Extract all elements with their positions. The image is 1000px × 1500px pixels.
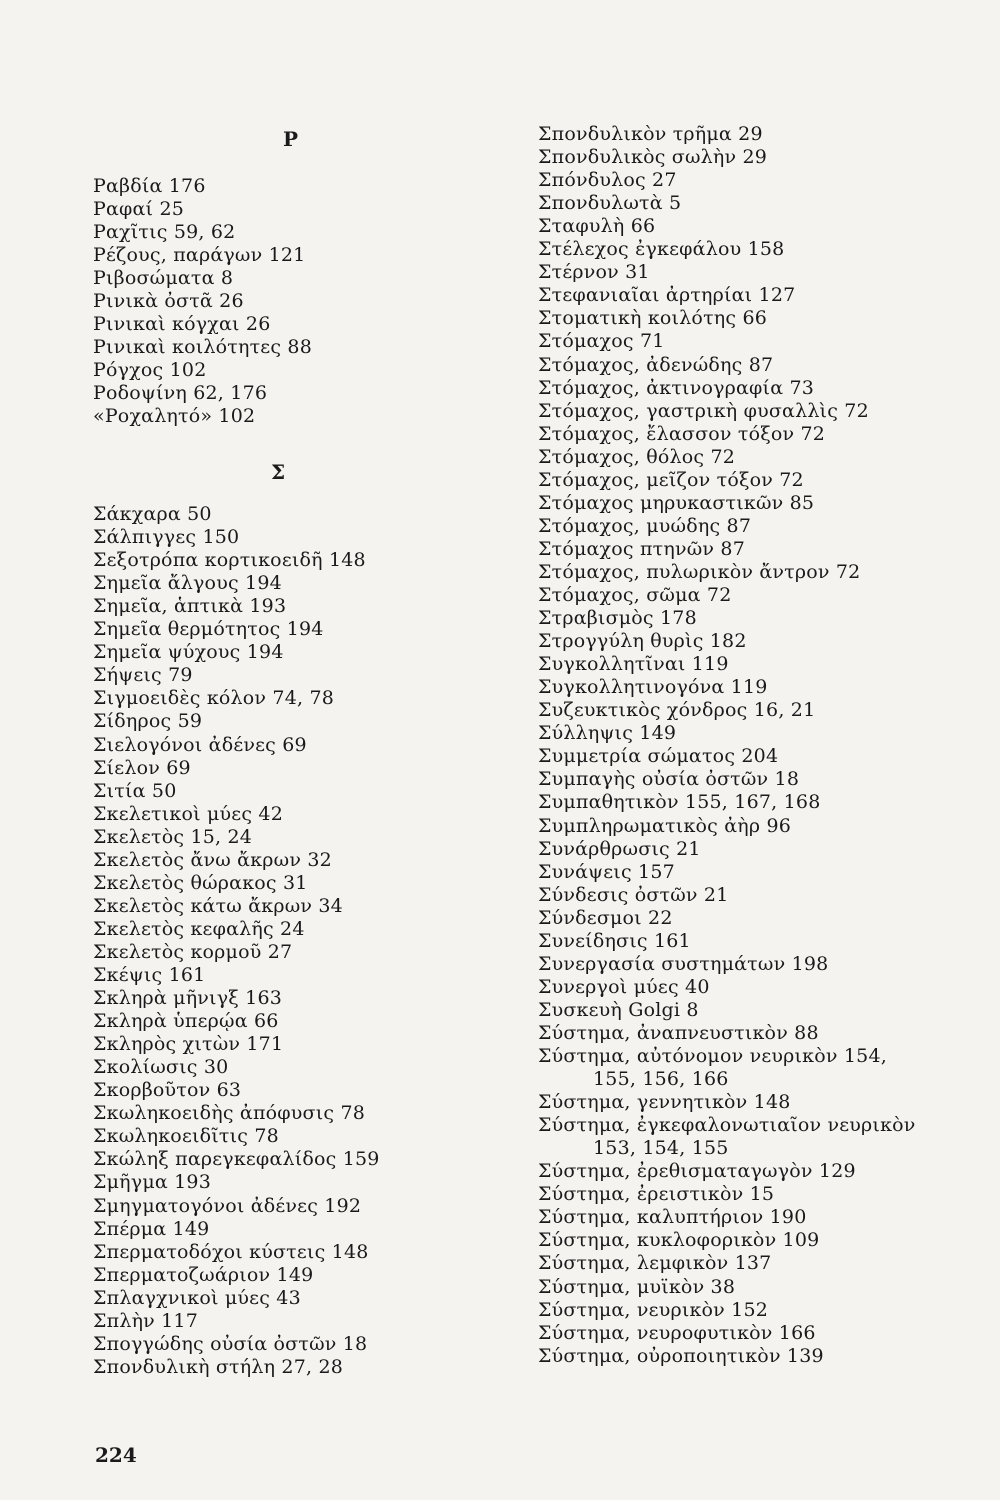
- index-entry: Σπογγώδης οὐσία ὀστῶν 18: [93, 1332, 368, 1355]
- index-entry: Σύστημα, κυκλοφορικὸν 109: [538, 1229, 820, 1252]
- index-entry: Σκελετὸς θώρακος 31: [93, 871, 308, 894]
- index-entry: Συνάρθρωσις 21: [538, 837, 701, 860]
- section-heading-sigma: Σ: [271, 460, 286, 484]
- index-entry: Συνείδησις 161: [538, 929, 691, 952]
- index-entry: Συμμετρία σώματος 204: [538, 745, 779, 768]
- index-entry: Συμπληρωματικὸς ἀὴρ 96: [538, 814, 792, 837]
- index-entry: Σκώληξ παρεγκεφαλίδος 159: [93, 1148, 380, 1171]
- page-number: 224: [95, 1443, 137, 1467]
- index-entry: Συσκευὴ Golgi 8: [538, 998, 699, 1021]
- index-entry: Σύστημα, ἀναπνευστικὸν 88: [538, 1021, 819, 1044]
- index-entry: Στόμαχος, γαστρικὴ φυσαλλὶς 72: [538, 399, 869, 422]
- index-entry: Συνάψεις 157: [538, 860, 675, 883]
- index-entry: Σύστημα, γεννητικὸν 148: [538, 1091, 791, 1114]
- index-entry: Συμπαθητικὸν 155, 167, 168: [538, 791, 821, 814]
- index-entry: Συγκολλητῖναι 119: [538, 653, 729, 676]
- index-entry: Στρογγύλη θυρὶς 182: [538, 630, 747, 653]
- section-heading-rho: Ρ: [283, 127, 299, 151]
- index-entry: Σύστημα, ἐρεθισματαγωγὸν 129: [538, 1160, 856, 1183]
- index-entry: Σύστημα, νευρικὸν 152: [538, 1298, 769, 1321]
- index-entry: Σύστημα, λεμφικὸν 137: [538, 1252, 772, 1275]
- index-entry: Σύνδεσις ὀστῶν 21: [538, 883, 729, 906]
- index-entry: Ρινικαὶ κόγχαι 26: [93, 313, 271, 335]
- index-entry: Ρινικὰ ὀστᾶ 26: [93, 290, 244, 312]
- index-entry: Στέλεχος ἐγκεφάλου 158: [538, 238, 785, 261]
- index-entry: Στόμαχος, σῶμα 72: [538, 584, 732, 606]
- index-entry: Σύστημα, μυϊκὸν 38: [538, 1275, 736, 1298]
- index-entry: Ραφαί 25: [93, 198, 185, 220]
- index-entry: Στόμαχος, ἀδενώδης 87: [538, 353, 774, 376]
- index-entry: Σημεῖα, ἁπτικὰ 193: [93, 595, 287, 618]
- index-entry: Σκέψις 161: [93, 964, 206, 986]
- index-entry: Σημεῖα ἄλγους 194: [93, 572, 282, 595]
- index-entry: Σάλπιγγες 150: [93, 526, 240, 549]
- index-entry: Σημεῖα θερμότητος 194: [93, 618, 324, 641]
- index-entry: Ρέζους, παράγων 121: [93, 244, 306, 266]
- index-entry: Στόμαχος, μεῖζον τόξον 72: [538, 468, 804, 491]
- index-entry: Στόμαχος πτηνῶν 87: [538, 537, 745, 560]
- index-entry: Στοματικὴ κοιλότης 66: [538, 307, 768, 330]
- index-entry: Σκορβοῦτον 63: [93, 1079, 242, 1102]
- index-entry: Σεξοτρόπα κορτικοειδῆ 148: [93, 549, 366, 572]
- index-entry: Στόμαχος, πυλωρικὸν ἄντρον 72: [538, 560, 861, 583]
- index-entry: Σπονδυλικὴ στήλη 27, 28: [93, 1355, 344, 1378]
- index-entry: Ριβοσώματα 8: [93, 267, 234, 289]
- index-entry: Σπονδυλικὸς σωλὴν 29: [538, 146, 768, 169]
- index-entry: Σκωληκοειδὴς ἀπόφυσις 78: [93, 1102, 366, 1125]
- index-entry: Συγκολλητινογόνα 119: [538, 676, 768, 699]
- index-entry: Σίελον 69: [93, 756, 191, 779]
- index-entry: Ραβδία 176: [93, 175, 206, 197]
- index-entry: Σύστημα, ἐρειστικὸν 15: [538, 1183, 775, 1206]
- index-entry: Σάκχαρα 50: [93, 503, 212, 525]
- index-entry: Ρινικαὶ κοιλότητες 88: [93, 336, 312, 358]
- index-entry: Σκελετὸς κεφαλῆς 24: [93, 917, 305, 940]
- index-entry: Σκελετὸς κορμοῦ 27: [93, 940, 293, 963]
- index-entry: Σύστημα, ἐγκεφαλονωτιαῖον νευρικὸν: [538, 1114, 916, 1137]
- index-entry: Στέρνον 31: [538, 261, 650, 284]
- index-entry: Σπλαγχνικοὶ μύες 43: [93, 1286, 301, 1309]
- index-entry: Σύστημα, καλυπτήριον 190: [538, 1206, 807, 1229]
- index-entry: Σύλληψις 149: [538, 722, 677, 745]
- index-entry: Σύστημα, οὐροποιητικὸν 139: [538, 1344, 824, 1367]
- index-entry: Στόμαχος, μυώδης 87: [538, 514, 752, 537]
- index-entry: Στόμαχος, ἀκτινογραφία 73: [538, 376, 815, 399]
- index-entry: Συμπαγὴς οὐσία ὀστῶν 18: [538, 768, 800, 791]
- index-entry: Σκολίωσις 30: [93, 1056, 229, 1079]
- index-entry: Σκελετὸς ἄνω ἄκρων 32: [93, 848, 332, 871]
- index-entry: Σύστημα, αὐτόνομον νευρικὸν 154,: [538, 1045, 887, 1067]
- index-entry: Ρόγχος 102: [93, 359, 207, 381]
- index-entry: «Ροχαλητό» 102: [93, 405, 256, 427]
- index-entry: Ραχῖτις 59, 62: [93, 221, 236, 243]
- index-entry: Στόμαχος, θόλος 72: [538, 445, 736, 468]
- index-entry: Σκωληκοειδῖτις 78: [93, 1125, 279, 1148]
- index-entry: Σύστημα, νευροφυτικὸν 166: [538, 1321, 816, 1344]
- index-entry: Σημεῖα ψύχους 194: [93, 641, 284, 664]
- index-entry: Στραβισμὸς 178: [538, 607, 697, 630]
- index-entry: Σπερματοζωάριον 149: [93, 1263, 314, 1286]
- index-entry: Σπονδυλωτὰ 5: [538, 192, 682, 215]
- index-entry: 155, 156, 166: [593, 1068, 729, 1091]
- index-entry: Σκελετὸς 15, 24: [93, 825, 253, 848]
- index-entry: Σταφυλὴ 66: [538, 215, 656, 238]
- index-entry: Συνεργασία συστημάτων 198: [538, 952, 829, 975]
- index-entry: Σκελετικοὶ μύες 42: [93, 802, 284, 825]
- index-entry: Σπερματοδόχοι κύστεις 148: [93, 1240, 369, 1263]
- index-entry: Σίδηρος 59: [93, 710, 203, 733]
- index-entry: Ροδοψίνη 62, 176: [93, 382, 268, 404]
- index-entry: Σμῆγμα 193: [93, 1171, 212, 1194]
- index-entry: Σπόνδυλος 27: [538, 169, 677, 192]
- index-entry: Σήψεις 79: [93, 664, 193, 687]
- index-entry: Στόμαχος, ἔλασσον τόξον 72: [538, 422, 826, 445]
- index-entry: Σιελογόνοι ἀδένες 69: [93, 733, 307, 756]
- index-entry: Στεφανιαῖαι ἀρτηρίαι 127: [538, 284, 796, 307]
- index-entry: Σκελετὸς κάτω ἄκρων 34: [93, 894, 343, 917]
- index-entry: Σπέρμα 149: [93, 1217, 210, 1240]
- index-entry: Στόμαχος 71: [538, 330, 665, 353]
- index-entry: Σπλὴν 117: [93, 1309, 199, 1332]
- index-entry: Σκληρὰ μῆνιγξ 163: [93, 987, 283, 1010]
- index-entry: Συζευκτικὸς χόνδρος 16, 21: [538, 699, 816, 722]
- index-entry: Συνεργοὶ μύες 40: [538, 975, 710, 998]
- index-entry: Σκληρὰ ὑπερῴα 66: [93, 1010, 279, 1033]
- index-entry: Σπονδυλικὸν τρῆμα 29: [538, 123, 763, 145]
- index-entry: Στόμαχος μηρυκαστικῶν 85: [538, 491, 815, 514]
- index-entry: Σκληρὸς χιτὼν 171: [93, 1033, 284, 1056]
- index-entry: 153, 154, 155: [593, 1137, 729, 1160]
- index-entry: Σιγμοειδὲς κόλον 74, 78: [93, 687, 335, 710]
- index-entry: Σύνδεσμοι 22: [538, 906, 673, 929]
- index-entry: Σμηγματογόνοι ἀδένες 192: [93, 1194, 362, 1217]
- index-entry: Σιτία 50: [93, 779, 177, 802]
